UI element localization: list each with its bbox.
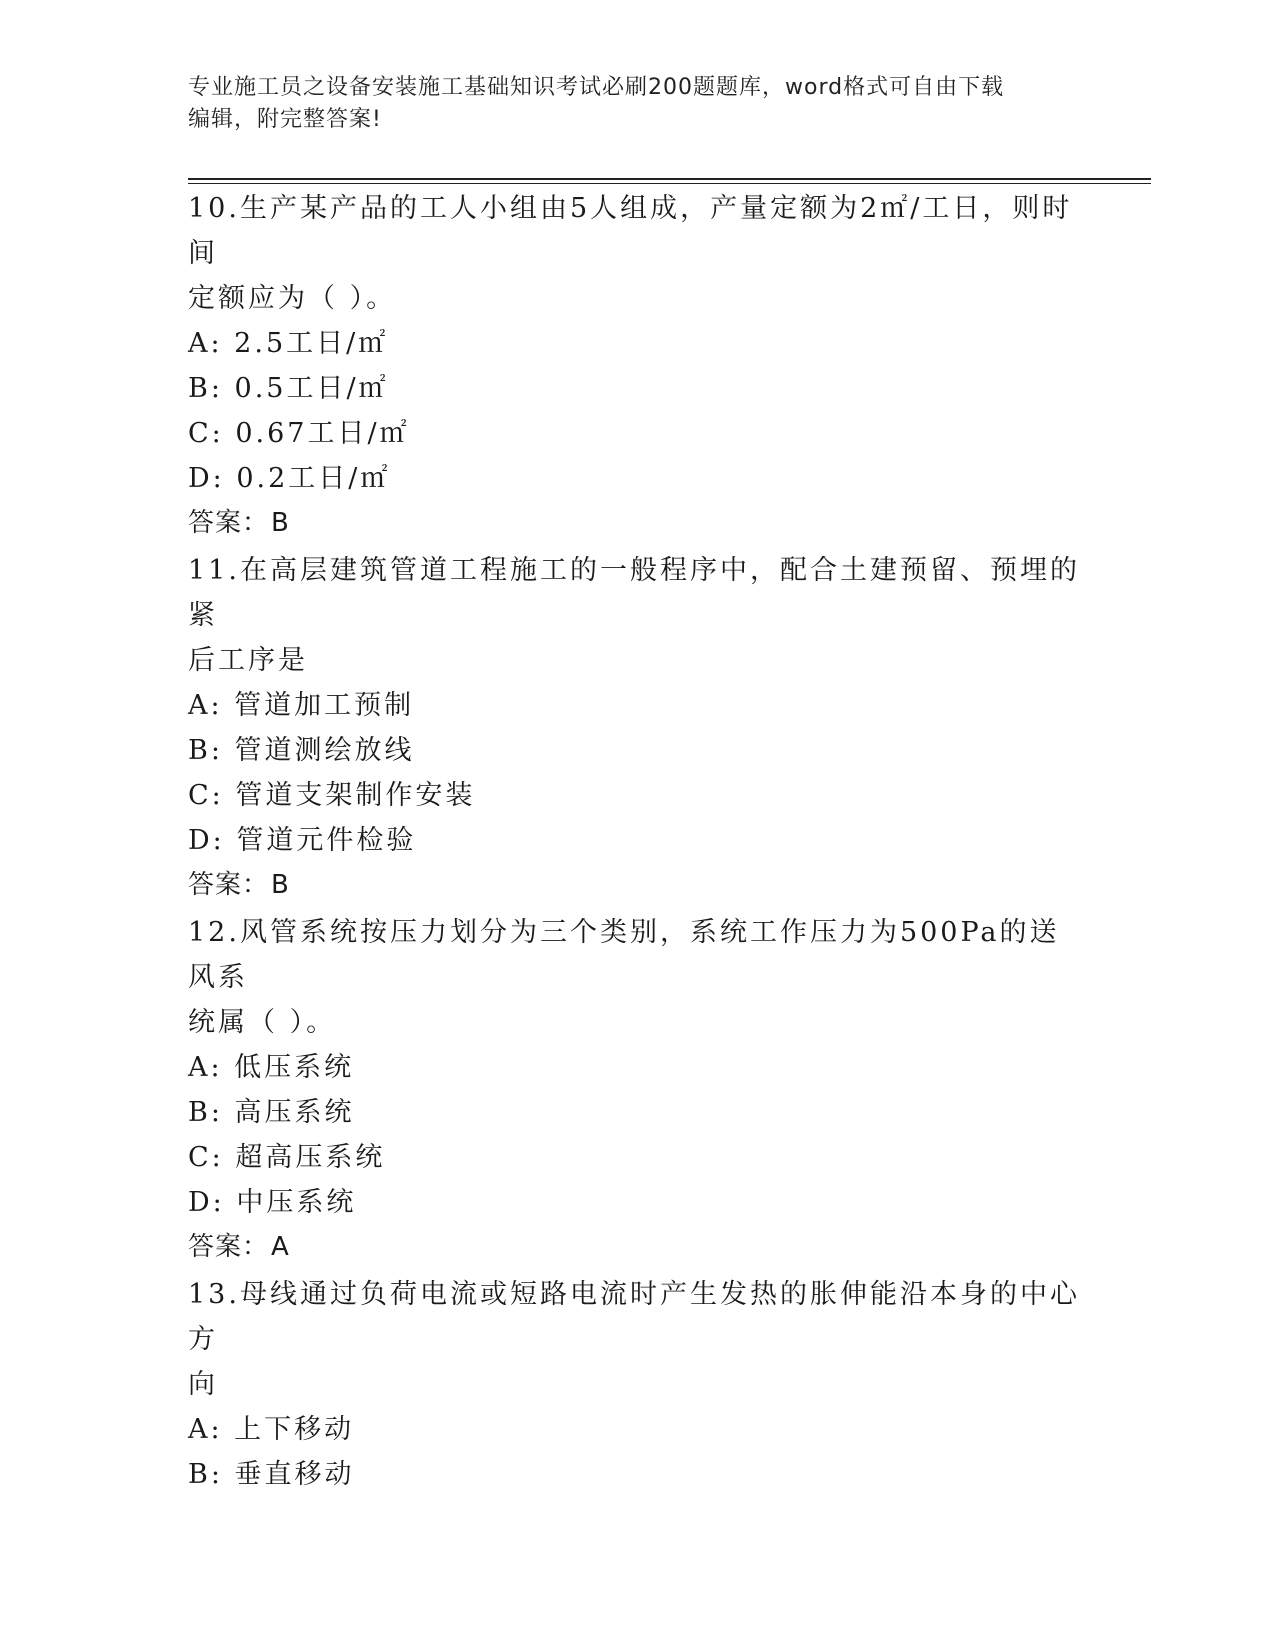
question-10 bbox=[188, 186, 1088, 546]
answer-label: 答案： bbox=[188, 870, 270, 900]
document-header bbox=[188, 72, 1068, 136]
question-stem-line1: 12.风管系统按压力划分为三个类别，系统工作压力为500Pa的送风系 bbox=[188, 917, 1060, 993]
answer-value: A bbox=[271, 1232, 290, 1262]
answer-value: B bbox=[271, 508, 290, 538]
option-d: D: 中压系统 bbox=[188, 1187, 357, 1218]
question-stem-line1: 11.在高层建筑管道工程施工的一般程序中，配合土建预留、预埋的紧 bbox=[188, 555, 1080, 631]
question-stem-line2: 定额应为（ ）。 bbox=[188, 283, 397, 314]
question-13 bbox=[188, 1272, 1088, 1497]
question-stem-line2: 向 bbox=[188, 1369, 218, 1400]
option-d: D: 0.2工日/㎡ bbox=[188, 463, 391, 494]
answer-line bbox=[188, 501, 1088, 546]
option-b: B: 高压系统 bbox=[188, 1097, 355, 1128]
header-divider-thin bbox=[188, 183, 1151, 184]
question-stem-line2: 后工序是 bbox=[188, 645, 308, 676]
option-a: A: 管道加工预制 bbox=[188, 690, 415, 721]
header-title-line2: 编辑，附完整答案! bbox=[188, 107, 382, 132]
option-b: B: 垂直移动 bbox=[188, 1459, 355, 1490]
question-stem-line1: 13.母线通过负荷电流或短路电流时产生发热的胀伸能沿本身的中心方 bbox=[188, 1279, 1080, 1355]
option-c: C: 管道支架制作安装 bbox=[188, 780, 476, 811]
answer-label: 答案： bbox=[188, 1232, 270, 1262]
question-12 bbox=[188, 910, 1088, 1270]
header-divider-thick bbox=[188, 178, 1151, 180]
answer-line bbox=[188, 863, 1088, 908]
question-stem-line2: 统属（ ）。 bbox=[188, 1007, 337, 1038]
answer-value: B bbox=[271, 870, 290, 900]
option-c: C: 超高压系统 bbox=[188, 1142, 386, 1173]
option-a: A: 上下移动 bbox=[188, 1414, 355, 1445]
option-a: A: 2.5工日/㎡ bbox=[188, 328, 389, 359]
option-d: D: 管道元件检验 bbox=[188, 825, 417, 856]
answer-line bbox=[188, 1225, 1088, 1270]
answer-label: 答案： bbox=[188, 508, 270, 538]
header-title-line1: 专业施工员之设备安装施工基础知识考试必刷200题题库，word格式可自由下载 bbox=[188, 75, 1005, 100]
option-c: C: 0.67工日/㎡ bbox=[188, 418, 410, 449]
question-11 bbox=[188, 548, 1088, 908]
option-b: B: 管道测绘放线 bbox=[188, 735, 415, 766]
option-b: B: 0.5工日/㎡ bbox=[188, 373, 389, 404]
option-a: A: 低压系统 bbox=[188, 1052, 355, 1083]
question-stem-line1: 10.生产某产品的工人小组由5人组成，产量定额为2㎡/工日，则时间 bbox=[188, 193, 1073, 269]
